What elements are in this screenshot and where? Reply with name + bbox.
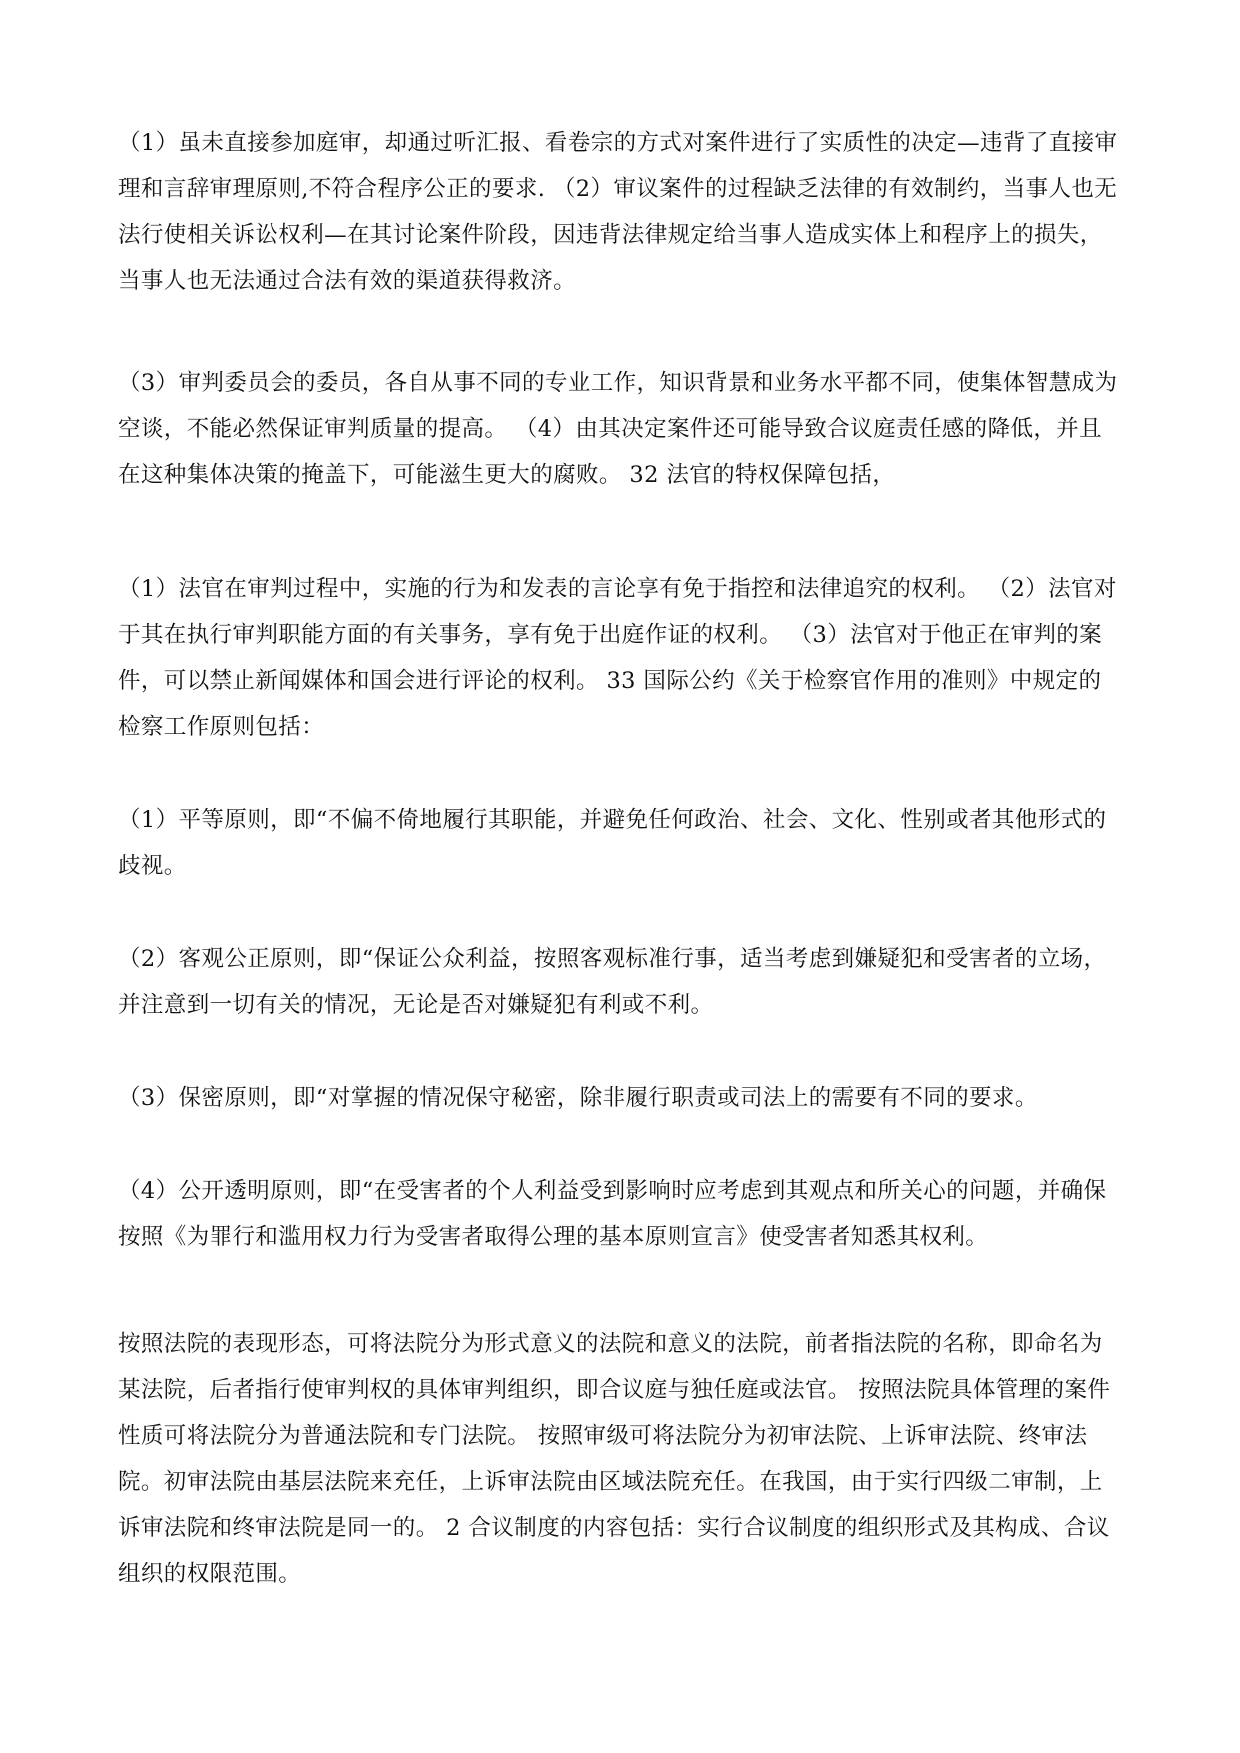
paragraph-4: （1）平等原则，即“不偏不倚地履行其职能，并避免任何政治、社会、文化、性别或者其他形式的歧视。 (118, 807, 1107, 879)
paragraph-5: （2）客观公正原则，即“保证公众利益，按照客观标准行事，适当考虑到嫌疑犯和受害者的立场，并注意到一切有关的情况，无论是否对嫌疑犯有利或不利。 (118, 946, 1107, 1018)
paragraph-3: （1）法官在审判过程中，实施的行为和发表的言论享有免于指控和法律追究的权利。 （2）法官对于其在执行审判职能方面的有关事务，享有免于出庭作证的权利。 （3）法官对于他正在审判的案件，可以禁止新闻媒体和国会进行评论的权利。 33 国际公约《关于检察官作用的准则》中规定的检察工作原则包括： (118, 576, 1117, 740)
paragraph-1: （1）虽未直接参加庭审，却通过听汇报、看卷宗的方式对案件进行了实质性的决定—违背了直接审理和言辞审理原则,不符合程序公正的要求. （2）审议案件的过程缺乏法律的有效制约，当事人也无法行使相关诉讼权利—在其讨论案件阶段，因违背法律规定给当事人造成实体上和程序上的损失，当事人也无法通过合法有效的渠道获得救济。 (118, 130, 1118, 294)
paragraph-6: （3）保密原则，即“对掌握的情况保守秘密，除非履行职责或司法上的需要有不同的要求。 (118, 1085, 1038, 1111)
paragraph-7: （4）公开透明原则，即“在受害者的个人利益受到影响时应考虑到其观点和所关心的问题，并确保按照《为罪行和滥用权力行为受害者取得公理的基本原则宣言》使受害者知悉其权利。 (118, 1178, 1107, 1250)
paragraph-8: 按照法院的表现形态，可将法院分为形式意义的法院和意义的法院，前者指法院的名称，即命名为某法院，后者指行使审判权的具体审判组织，即合议庭与独任庭或法官。 按照法院具体管理的案件性质可将法院分为普通法院和专门法院。 按照审级可将法院分为初审法院、上诉审法院、终审法院。初审法院由基层法院来充任，上诉审法院由区域法院充任。在我国，由于实行四级二审制，上诉审法院和终审法院是同一的。 2 合议制度的内容包括：实行合议制度的组织形式及其构成、合议组织的权限范围。 (118, 1331, 1111, 1587)
paragraph-2: （3）审判委员会的委员，各自从事不同的专业工作，知识背景和业务水平都不同，使集体智慧成为空谈，不能必然保证审判质量的提高。 （4）由其决定案件还可能导致合议庭责任感的降低，并且在这种集体决策的掩盖下，可能滋生更大的腐败。 32 法官的特权保障包括， (118, 370, 1118, 488)
